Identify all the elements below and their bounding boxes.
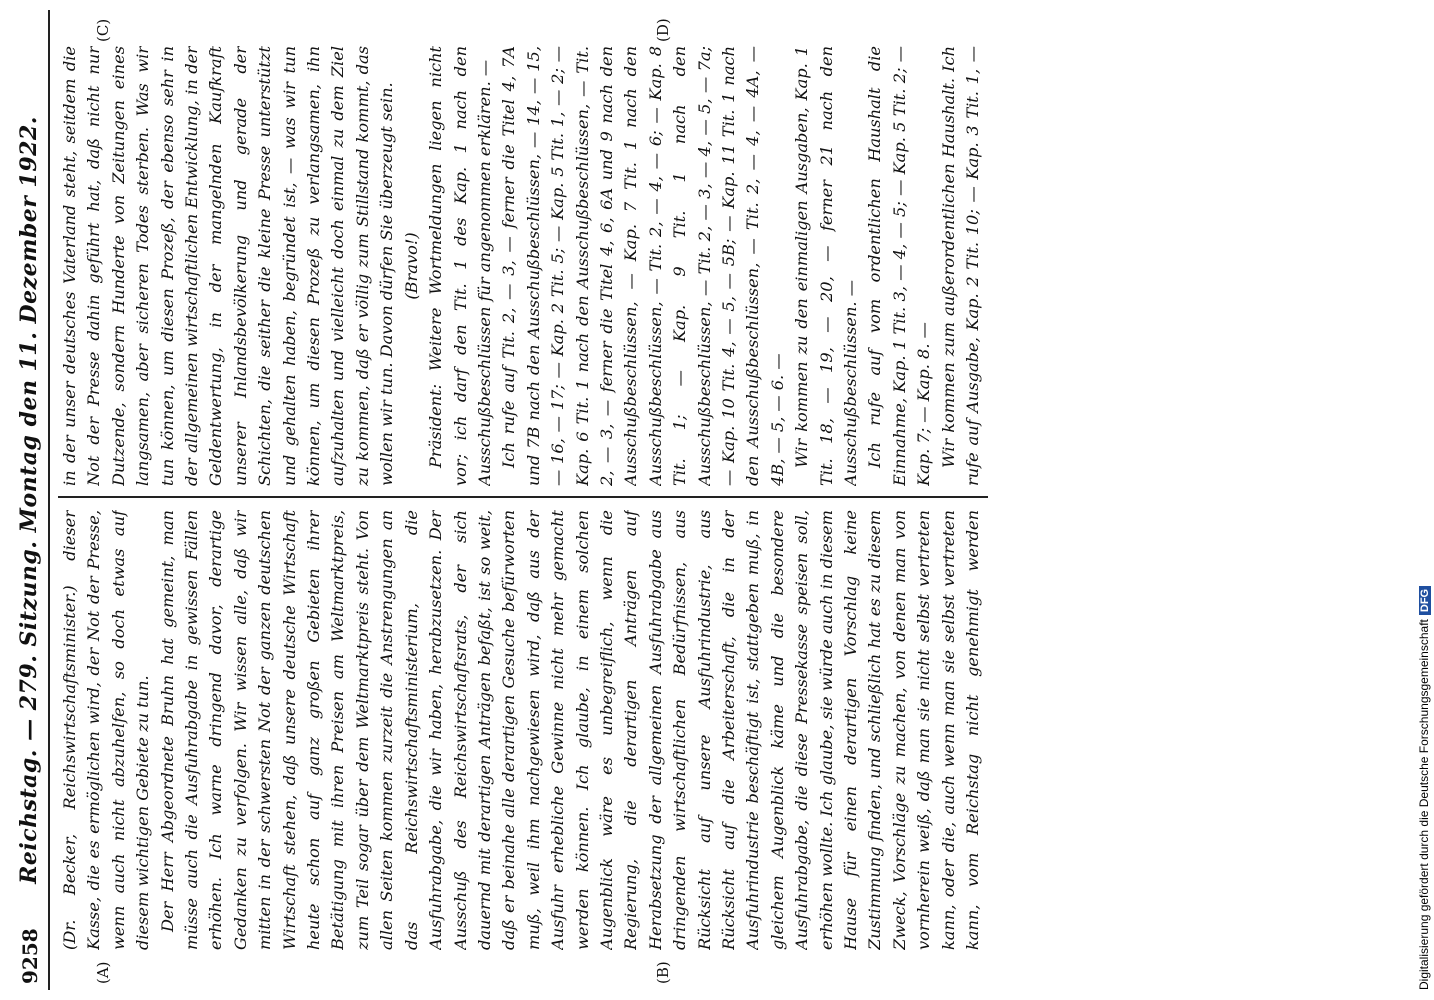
- rotated-page: [14, 10, 1404, 990]
- margin-mark-b: (B): [654, 961, 672, 984]
- left-paragraph: (Dr. Becker, Reichswirtschaftsminister.) dieser Kasse, die es ermöglichen wird, der Not der Presse, wenn auch nicht abzuhelfen, so doch etwas auf diesem wichtigen Gebiete zu tun.: [60, 510, 153, 950]
- running-title: Reichstag. — 279. Sitzung. Montag den 11. Dezember 1922.: [16, 116, 42, 884]
- margin-mark-d: (D): [654, 18, 672, 42]
- credit-text: Digitalisierung gefördert durch die Deutsche Forschungsgemeinschaft: [1417, 619, 1431, 990]
- applause-note: (Bravo!): [401, 232, 421, 300]
- right-paragraph: in der unser deutsches Vaterland steht, seitdem die Not der Presse dahin geführt hat, daß nicht nur Dutzende, sondern Hunderte von Zeitungen eines langsamen, aber sicheren Todes sterben. Was wir tun können, um diesen Prozeß, der ebenso sehr in der allgemeinen wirtschaftlichen Entwicklung, in der Geldentwertung, in der mangelnden Kaufkraft unserer Inlandsbevölkerung und gerade der Schichten, die seither die kleine Presse unterstützt und gehalten haben, begründet ist, — was wir tun können, um diesen Prozeß zu verlangsamen, ihn aufzuhalten und vielleicht doch einmal zu dem Ziel zu kommen, daß er völlig zum Stillstand kommt, das wollen wir tun. Davon dürfen Sie überzeugt sein.: [60, 46, 397, 486]
- right-paragraph: Ich rufe auf vom ordentlichen Haushalt die Einnahme, Kap. 1 Tit. 3, — 4, — 5; — Kap. 5 Tit. 2; — Kap. 7; — Kap. 8. —: [865, 46, 934, 486]
- page-number: 9258: [18, 928, 42, 984]
- margin-mark-c: (C): [94, 18, 112, 42]
- left-paragraph: Der Herr Abgeordnete Bruhn hat gemeint, man müsse auch die Ausfuhrabgabe in gewissen Fällen erhöhen. Ich warne dringend davor, derartige Gedanken zu verfolgen. Wir wissen alle, daß wir mitten in der schwersten Not der ganzen deutschen Wirtschaft stehen, daß unsere deutsche Wirtschaft heute schon auf ganz großen Gebieten ihrer Betätigung mit ihren Preisen am Weltmarktpreis, zum Teil sogar über dem Weltmarktpreis steht. Von allen Seiten kommen zurzeit die Anstrengungen an das Reichswirtschaftsministerium, die Ausfuhrabgabe, die wir haben, herabzusetzen. Der Ausschuß des Reichswirtschaftsrats, der sich dauernd mit derartigen Anträgen befaßt, ist so weit, daß er beinahe alle derartigen Gesuche befürworten muß, weil ihm nachgewiesen wird, daß aus der Ausfuhr erhebliche Gewinne nicht mehr gemacht werden können. Ich glaube, in einem solchen Augenblick wäre es unbegreiflich, wenn die Regierung, die derartigen Anträgen auf Herabsetzung der allgemeinen Ausfuhrabgabe aus dringenden wirtschaftlichen Bedürfnissen, aus Rücksicht auf unsere Ausfuhrindustrie, aus Rücksicht auf die Arbeiterschaft, die in der Ausfuhrindustrie beschäftigt ist, stattgeben muß, in gleichem Augenblick käme und die besondere Ausfuhrabgabe, die diese Pressekasse speisen soll, erhöhen wollte. Ich glaube, sie würde auch in diesem Hause für einen derartigen Vorschlag keine Zustimmung finden, und schließlich hat es zu diesem Zweck, Vorschläge zu machen, von denen man von vornherein weiß, daß man sie nicht selbst vertreten kann, oder die, auch wenn man sie selbst vertreten kann, vom Reichstag nicht genehmigt werden: [157, 510, 983, 950]
- digitization-credit: [1417, 586, 1431, 990]
- right-column: [58, 46, 988, 486]
- right-paragraph: Ich rufe auf Tit. 2, — 3, — ferner die Titel 4, 7A und 7B nach den Ausschußbeschlüssen, — 14, — 15, — 16, — 17; — Kap. 2 Tit. 5; — Kap. 5 Tit. 1, — 2; — Kap. 6 Tit. 1 nach den Ausschußbeschlüssen, — Tit. 2, — 3, — ferner die Titel 4, 6, 6A und 9 nach den Ausschußbeschlüssen, — Kap. 7 Tit. 1 nach den Ausschußbeschlüssen, — Tit. 2, — 4, — 6; — Kap. 8 Tit. 1; — Kap. 9 Tit. 1 nach den Ausschußbeschlüssen, — Tit. 2, — 3, — 4, — 5, — 7a; — Kap. 10 Tit. 4, — 5, — 5B; — Kap. 11 Tit. 1 nach den Ausschußbeschlüssen, — Tit. 2, — 4, — 4A, — 4B, — 5, — 6. —: [499, 46, 787, 486]
- right-paragraph: Wir kommen zu den einmaligen Ausgaben, Kap. 1 Tit. 18, — 19, — 20, — ferner 21 nach den Ausschußbeschlüssen. —: [792, 46, 860, 486]
- page-header: [14, 10, 50, 990]
- left-column: [58, 510, 988, 950]
- right-paragraph: Wir kommen zum außerordentlichen Haushalt. Ich rufe auf Ausgabe, Kap. 2 Tit. 10; — Kap. 3 Tit. 1, —: [938, 46, 983, 486]
- column-divider: [58, 496, 988, 498]
- president-speech: Präsident: Weitere Wortmeldungen liegen nicht vor; ich darf den Tit. 1 des Kap. 1 nach den Ausschußbeschlüssen für angenommen erklären. —: [426, 46, 494, 486]
- dfg-logo: DFG: [1419, 586, 1431, 615]
- margin-mark-a: (A): [94, 961, 112, 984]
